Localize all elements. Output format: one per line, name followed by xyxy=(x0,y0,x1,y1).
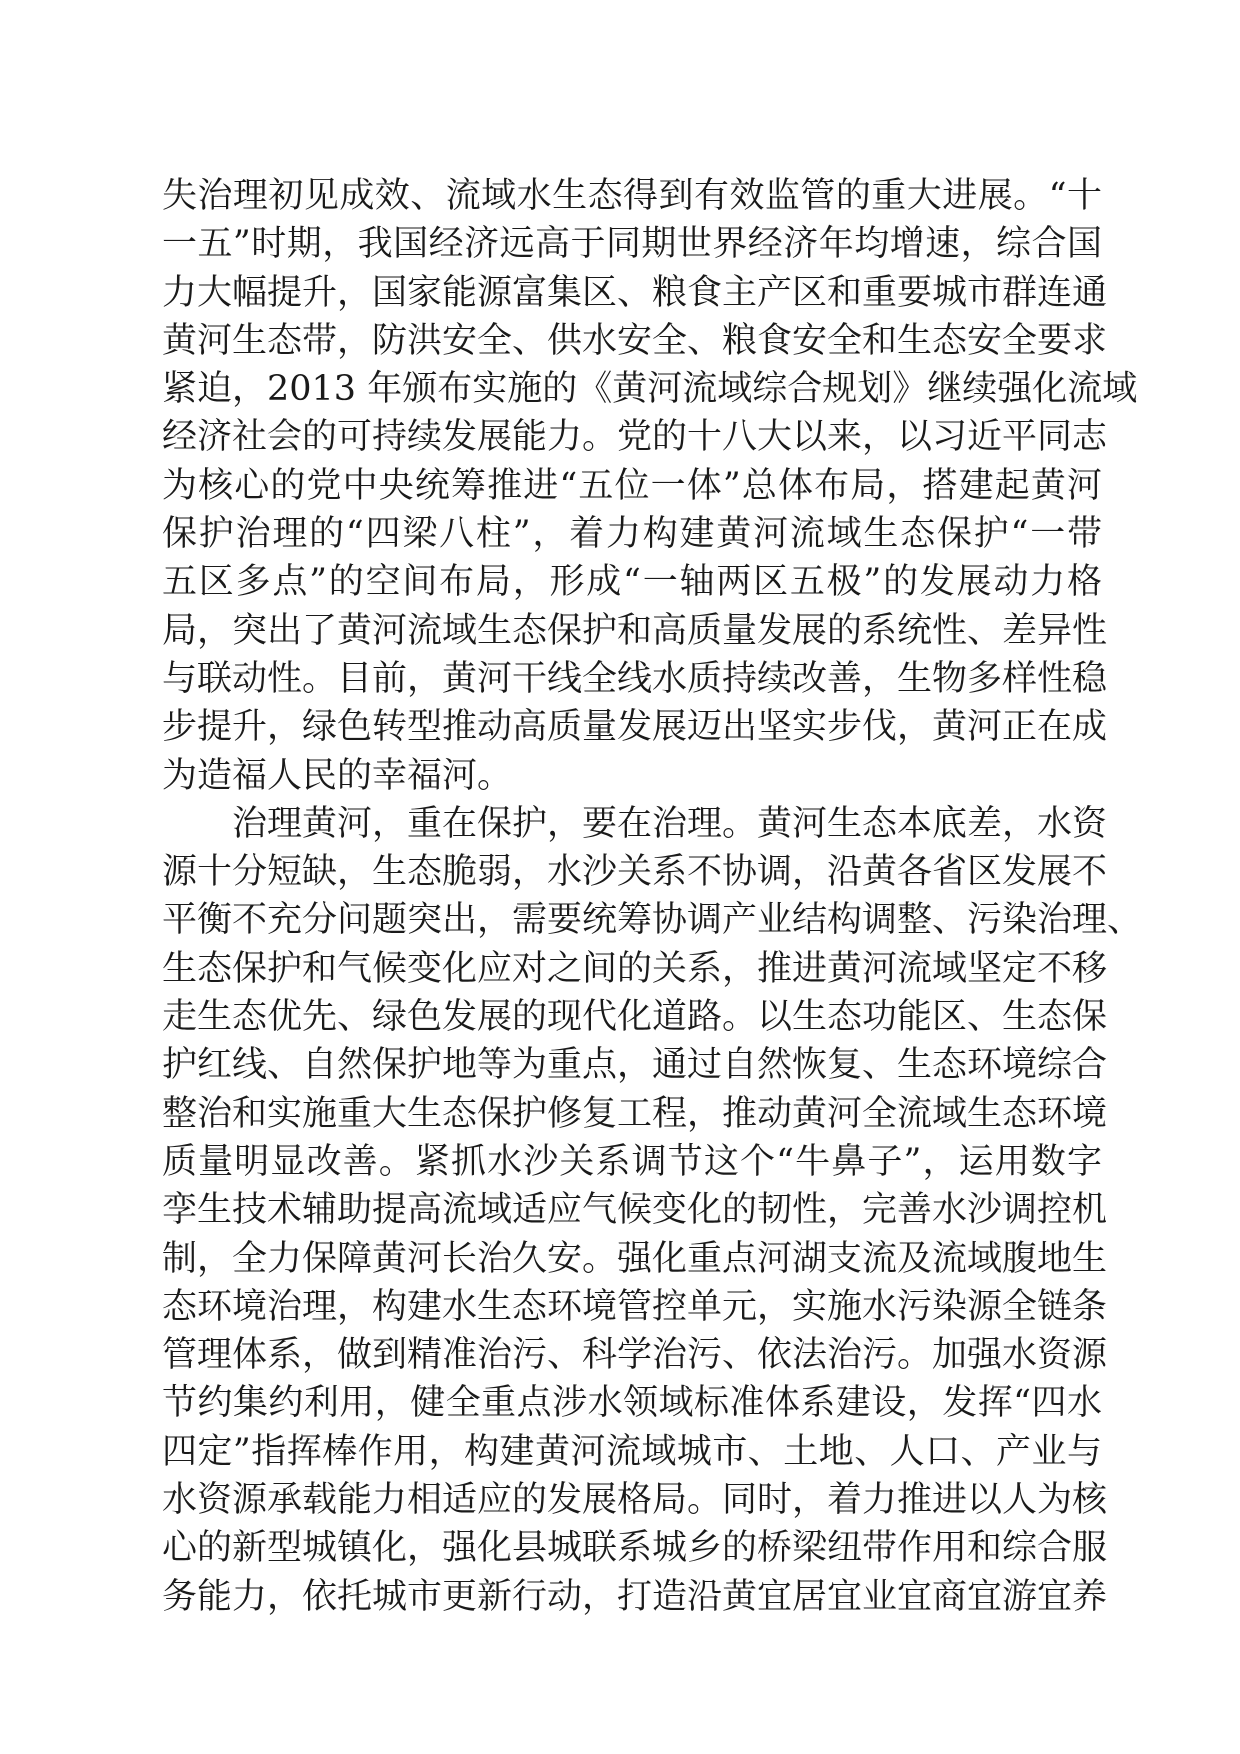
paragraph-first-line: 治理黄河，重在保护，要在治理。黄河生态本底差，水资 xyxy=(232,803,1108,844)
text-line: 步提升，绿色转型推动高质量发展迈出坚实步伐，黄河正在成 xyxy=(162,707,1108,748)
text-line: 经济社会的可持续发展能力。党的十八大以来，以习近平同志 xyxy=(162,417,1108,458)
text-line: 与联动性。目前，黄河干线全线水质持续改善，生物多样性稳 xyxy=(162,658,1108,699)
text-line: 平衡不充分问题突出，需要统筹协调产业结构调整、污染治理、 xyxy=(162,900,1143,941)
body-text xyxy=(162,172,1143,1621)
text-line: 水资源承载能力相适应的发展格局。同时，着力推进以人为核 xyxy=(162,1480,1108,1521)
text-line: 一五”时期，我国经济远高于同期世界经济年均增速，综合国 xyxy=(162,224,1102,265)
text-line: 力大幅提升，国家能源富集区、粮食主产区和重要城市群连通 xyxy=(162,272,1108,313)
text-line: 走生态优先、绿色发展的现代化道路。以生态功能区、生态保 xyxy=(162,997,1108,1038)
text-line: 四定”指挥棒作用，构建黄河流域城市、土地、人口、产业与 xyxy=(162,1431,1102,1472)
text-line: 态环境治理，构建水生态环境管控单元，实施水污染源全链条 xyxy=(162,1286,1108,1327)
text-line: 局，突出了黄河流域生态保护和高质量发展的系统性、差异性 xyxy=(162,610,1108,651)
text-line: 管理体系，做到精准治污、科学治污、依法治污。加强水资源 xyxy=(162,1335,1108,1376)
text-line: 源十分短缺，生态脆弱，水沙关系不协调，沿黄各省区发展不 xyxy=(162,852,1108,893)
text-line: 孪生技术辅助提高流域适应气候变化的韧性，完善水沙调控机 xyxy=(162,1190,1108,1231)
text-line: 整治和实施重大生态保护修复工程，推动黄河全流域生态环境 xyxy=(162,1093,1108,1134)
text-line: 保护治理的“四梁八柱”，着力构建黄河流域生态保护“一带 xyxy=(162,514,1102,555)
text-line: 心的新型城镇化，强化县城联系城乡的桥梁纽带作用和综合服 xyxy=(162,1528,1108,1569)
text-line: 失治理初见成效、流域水生态得到有效监管的重大进展。“十 xyxy=(162,176,1102,216)
text-line: 务能力，依托城市更新行动，打造沿黄宜居宜业宜商宜游宜养 xyxy=(162,1576,1108,1617)
text-line: 护红线、自然保护地等为重点，通过自然恢复、生态环境综合 xyxy=(162,1045,1108,1086)
text-line: 紧迫，2013 年颁布实施的《黄河流域综合规划》继续强化流域 xyxy=(162,369,1138,410)
text-line: 五区多点”的空间布局，形成“一轴两区五极”的发展动力格 xyxy=(162,562,1102,603)
text-line: 制，全力保障黄河长治久安。强化重点河湖支流及流域腹地生 xyxy=(162,1238,1108,1279)
text-line: 生态保护和气候变化应对之间的关系，推进黄河流域坚定不移 xyxy=(162,948,1108,989)
text-line: 黄河生态带，防洪安全、供水安全、粮食安全和生态安全要求 xyxy=(162,320,1108,361)
text-line: 为造福人民的幸福河。 xyxy=(162,755,513,796)
text-line: 为核心的党中央统筹推进“五位一体”总体布局，搭建起黄河 xyxy=(162,465,1102,506)
text-line: 质量明显改善。紧抓水沙关系调节这个“牛鼻子”，运用数字 xyxy=(162,1141,1102,1182)
text-line: 节约集约利用，健全重点涉水领域标准体系建设，发挥“四水 xyxy=(162,1383,1102,1424)
